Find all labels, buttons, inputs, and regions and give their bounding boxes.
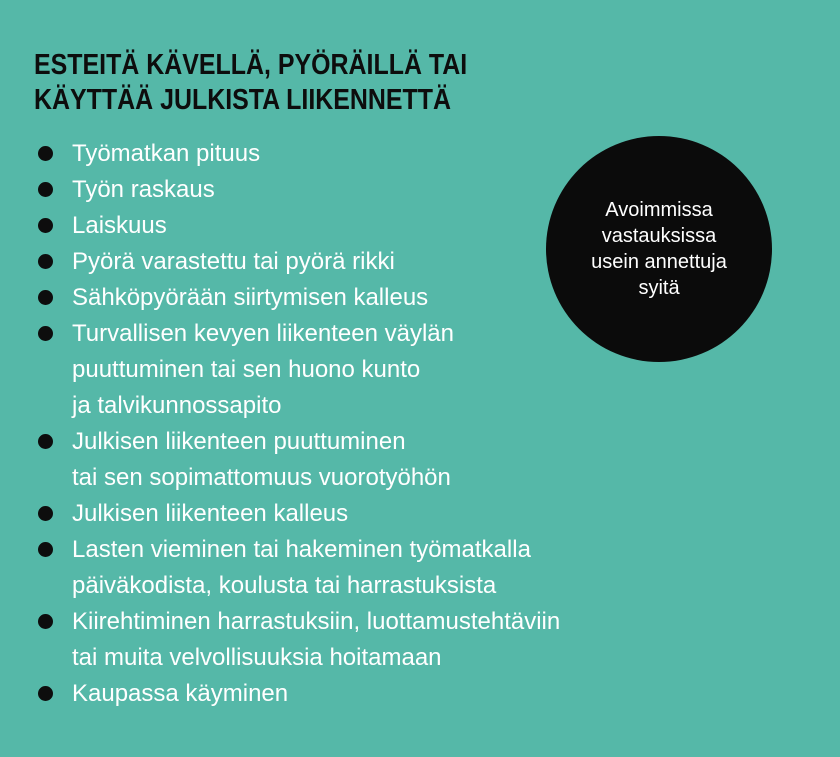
- list-item-text: Laiskuus: [72, 212, 167, 239]
- bullet-icon: [38, 614, 53, 629]
- bullet-icon: [38, 434, 53, 449]
- reasons-list: [34, 136, 560, 712]
- title-line-1: ESTEITÄ KÄVELLÄ, PYÖRÄILLÄ TAI: [34, 49, 468, 81]
- title-line-2: KÄYTTÄÄ JULKISTA LIIKENNETTÄ: [34, 84, 452, 116]
- bullet-icon: [38, 182, 53, 197]
- list-item: [34, 604, 560, 676]
- list-item-text: Julkisen liikenteen puuttuminen: [72, 428, 406, 455]
- bullet-icon: [38, 254, 53, 269]
- list-item-text: Lasten vieminen tai hakeminen työmatkalla: [72, 536, 531, 563]
- list-item-text: Pyörä varastettu tai pyörä rikki: [72, 248, 395, 275]
- bullet-icon: [38, 218, 53, 233]
- bullet-icon: [38, 326, 53, 341]
- bullet-icon: [38, 290, 53, 305]
- list-item-text: ja talvikunnossapito: [72, 392, 282, 419]
- list-item-text: Julkisen liikenteen kalleus: [72, 500, 349, 527]
- list-item: [34, 136, 560, 172]
- list-item: [34, 532, 560, 604]
- list-item: [34, 244, 560, 280]
- list-item: [34, 172, 560, 208]
- note-line: syitä: [638, 277, 680, 299]
- list-item: [34, 496, 560, 532]
- list-item: [34, 676, 560, 712]
- bullet-icon: [38, 506, 53, 521]
- bullet-icon: [38, 542, 53, 557]
- list-item-text: päiväkodista, koulusta tai harrastuksista: [72, 572, 497, 599]
- list-item-text: Kaupassa käyminen: [72, 680, 289, 707]
- list-item-text: Sähköpyörään siirtymisen kalleus: [72, 284, 429, 311]
- list-item-text: Turvallisen kevyen liikenteen väylän: [72, 320, 454, 347]
- note-line: usein annettuja: [591, 251, 727, 273]
- list-item: [34, 316, 560, 424]
- note-line: vastauksissa: [601, 225, 717, 247]
- list-item-text: tai muita velvollisuuksia hoitamaan: [72, 644, 442, 671]
- bullet-icon: [38, 146, 53, 161]
- list-item: [34, 208, 560, 244]
- bullet-icon: [38, 686, 53, 701]
- list-item-text: tai sen sopimattomuus vuorotyöhön: [72, 464, 451, 491]
- list-item-text: Kiirehtiminen harrastuksiin, luottamustehtäviin: [72, 608, 561, 635]
- list-item-text: puuttuminen tai sen huono kunto: [72, 356, 421, 383]
- infographic-title: [34, 48, 516, 118]
- list-item-text: Työn raskaus: [72, 176, 215, 203]
- list-item: [34, 424, 560, 496]
- list-item: [34, 280, 560, 316]
- note-circle-badge: [546, 136, 772, 362]
- note-line: Avoimmissa: [605, 199, 713, 221]
- list-item-text: Työmatkan pituus: [72, 140, 261, 167]
